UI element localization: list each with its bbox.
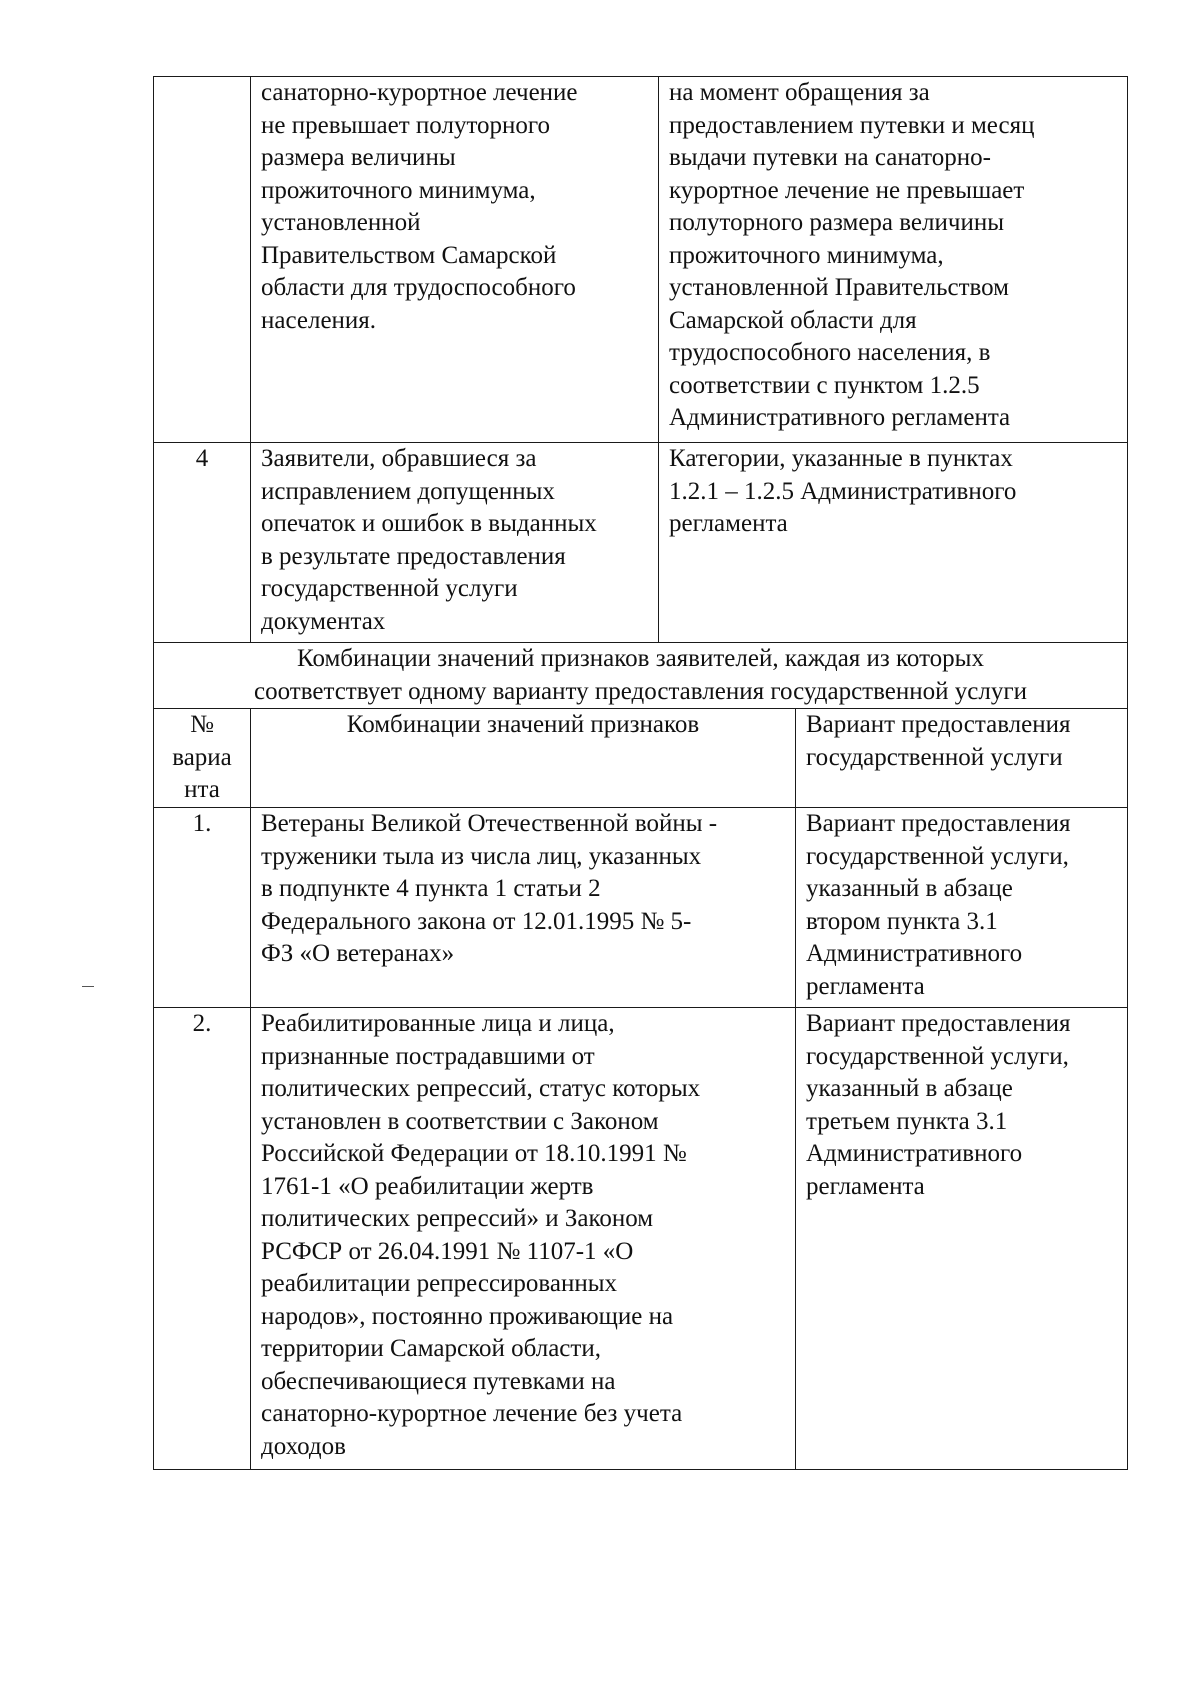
text-line: соответствии с пунктом 1.2.5 (669, 371, 980, 399)
text-line: Самарской области для (669, 306, 917, 334)
text-line: втором пункта 3.1 (806, 907, 998, 935)
text-line: регламента (669, 510, 788, 537)
text-line: курортное лечение не превышает (669, 176, 1025, 204)
row-number-cell: 4 (154, 443, 251, 643)
text-line: регламента (806, 972, 925, 1000)
combination-header: Комбинации значений признаков (251, 709, 796, 808)
text-line: обеспечивающиеся путевками на (261, 1367, 616, 1395)
text-line: не превышает полуторного (261, 111, 551, 139)
heading-line: соответствует одному варианту предоставления государственной услуги (254, 677, 1027, 705)
text-line: государственной услуги, (806, 1042, 1069, 1070)
variant-number-cell: 2. (154, 1008, 251, 1470)
text-line: Правительством Самарской (261, 241, 557, 269)
applicant-criteria-cell (659, 77, 1128, 443)
text-line: населения. (261, 306, 377, 334)
text-line: признанные пострадавшими от (261, 1042, 595, 1070)
text-line: указанный в абзаце (806, 875, 1013, 902)
text-line: РСФСР от 26.04.1991 № 1107-1 «О (261, 1237, 634, 1265)
applicant-description-cell (251, 443, 659, 643)
text-line: исправлением допущенных (261, 477, 555, 505)
header-line: вариа (172, 743, 232, 771)
text-line: на момент обращения за (669, 79, 930, 106)
text-line: установленной (261, 209, 421, 236)
text-line: Вариант предоставления (806, 1010, 1071, 1037)
text-line: Административного (806, 940, 1023, 967)
text-line: Административного (806, 1140, 1023, 1167)
text-line: прожиточного минимума, (261, 176, 536, 204)
text-line: установлен в соответствии с Законом (261, 1107, 659, 1135)
text-line: 1761-1 «О реабилитации жертв (261, 1172, 594, 1200)
row-number-cell (154, 77, 251, 443)
applicants-table (153, 76, 1128, 1470)
text-line: установленной Правительством (669, 274, 1009, 301)
variant-cell (796, 808, 1128, 1008)
text-line: Российской Федерации от 18.10.1991 № (261, 1140, 687, 1167)
text-line: реабилитации репрессированных (261, 1270, 618, 1297)
text-line: указанный в абзаце (806, 1075, 1013, 1102)
text-line: Ветераны Великой Отечественной войны - (261, 810, 718, 837)
text-line: предоставлением путевки и месяц (669, 111, 1035, 139)
text-line: трудоспособного населения, в (669, 339, 991, 366)
text-line: политических репрессий» и Законом (261, 1205, 654, 1232)
text-line: санаторно-курортное лечение (261, 79, 578, 106)
text-line: ФЗ «О ветеранах» (261, 940, 455, 967)
applicant-criteria-cell (659, 443, 1128, 643)
text-line: Категории, указанные в пунктах (669, 445, 1013, 472)
text-line: регламента (806, 1172, 925, 1200)
text-line: доходов (261, 1432, 346, 1460)
applicant-description-cell (251, 77, 659, 443)
text-line: Реабилитированные лица и лица, (261, 1010, 615, 1037)
section-heading (154, 643, 1128, 709)
scan-artifact (82, 986, 94, 987)
text-line: труженики тыла из числа лиц, указанных (261, 842, 702, 870)
text-line: территории Самарской области, (261, 1335, 601, 1362)
text-line: санаторно-курортное лечение без учета (261, 1400, 683, 1427)
header-line: № (190, 711, 214, 738)
text-line: третьем пункта 3.1 (806, 1107, 1008, 1135)
header-line: нта (184, 776, 220, 803)
variant-header (796, 709, 1128, 808)
table-row-4 (154, 443, 1128, 643)
text-line: полуторного размера величины (669, 209, 1004, 236)
text-line: опечаток и ошибок в выданных (261, 510, 597, 537)
text-line: политических репрессий, статус которых (261, 1075, 701, 1102)
text-line: Вариант предоставления (806, 810, 1071, 837)
text-line: выдачи путевки на санаторно- (669, 144, 991, 171)
variant-row-2 (154, 1008, 1128, 1470)
header-line: государственной услуги (806, 743, 1063, 771)
text-line: области для трудоспособного (261, 274, 576, 301)
text-line: в подпункте 4 пункта 1 статьи 2 (261, 875, 601, 902)
variant-row-1 (154, 808, 1128, 1008)
text-line: в результате предоставления (261, 542, 566, 570)
variant-cell (796, 1008, 1128, 1470)
text-line: документах (261, 607, 386, 635)
text-line: Административного регламента (669, 404, 1011, 431)
section-heading-row (154, 643, 1128, 709)
variants-header-row (154, 709, 1128, 808)
text-line: размера величины (261, 144, 456, 171)
text-line: государственной услуги (261, 575, 518, 602)
table-row-continuation (154, 77, 1128, 443)
text-line: народов», постоянно проживающие на (261, 1302, 674, 1330)
combination-cell (251, 808, 796, 1008)
text-line: государственной услуги, (806, 842, 1069, 870)
text-line: Заявители, обравшиеся за (261, 445, 537, 472)
combination-cell (251, 1008, 796, 1470)
text-line: Федерального закона от 12.01.1995 № 5- (261, 907, 692, 935)
heading-line: Комбинации значений признаков заявителей, каждая из которых (297, 645, 984, 672)
variant-number-header (154, 709, 251, 808)
header-line: Вариант предоставления (806, 711, 1071, 738)
text-line: 1.2.1 – 1.2.5 Административного (669, 477, 1017, 505)
text-line: прожиточного минимума, (669, 241, 944, 269)
variant-number-cell: 1. (154, 808, 251, 1008)
